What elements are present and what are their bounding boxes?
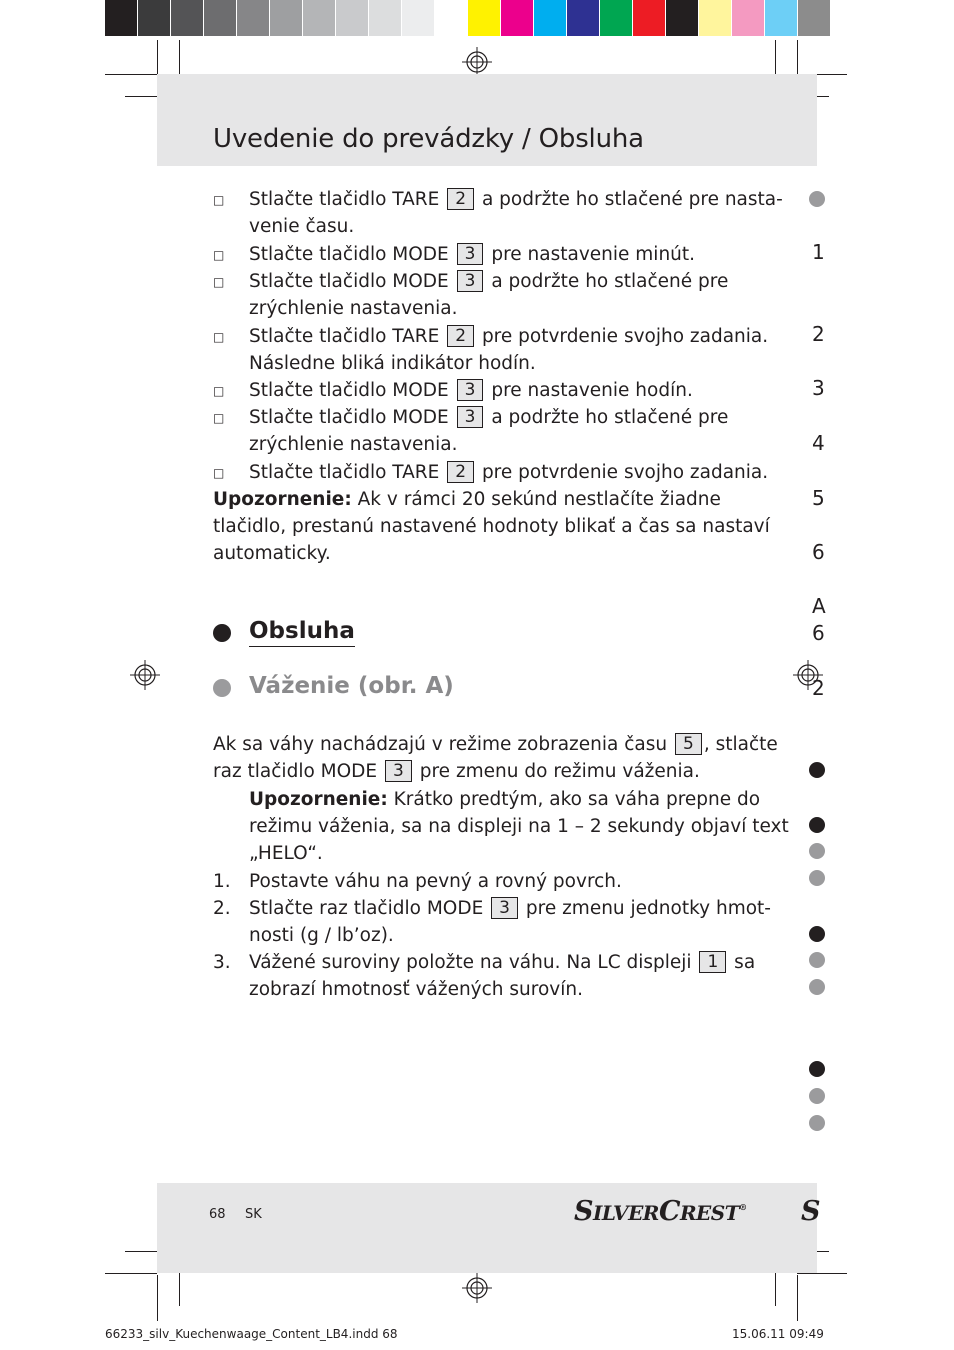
key-number: 2 <box>447 325 474 347</box>
note-text: automaticky. <box>213 543 331 564</box>
adjacent-page-text: A <box>812 594 826 618</box>
key-number: 2 <box>447 461 474 483</box>
step-text: a podržte ho stlačené pre <box>485 271 729 292</box>
crop-mark <box>775 1270 776 1306</box>
step-text: nosti (g / lb’oz). <box>249 925 394 946</box>
adjacent-bullet-icon <box>809 843 825 859</box>
adjacent-bullet-icon <box>809 1061 825 1077</box>
step-text: a podržte ho stlačené pre <box>485 407 729 428</box>
page-title: Uvedenie do prevádzky / Obsluha <box>213 124 644 154</box>
key-number: 3 <box>457 270 484 292</box>
list-number: 2. <box>213 898 231 919</box>
adjacent-bullet-icon <box>809 1115 825 1131</box>
note-label: Upozornenie: <box>213 489 352 510</box>
key-number: 3 <box>385 760 412 782</box>
step-text: sa <box>728 952 756 973</box>
intro-text: Ak sa váhy nachádzajú v režime zobrazenia času <box>213 734 668 755</box>
note-text: Krátko predtým, ako sa váha prepne do <box>393 789 761 810</box>
checkbox-bullet-icon: □ <box>213 248 225 262</box>
intro-text: raz tlačidlo MODE <box>213 761 378 782</box>
step-text: pre potvrdenie svojho zadania. <box>476 326 769 347</box>
note-text: „HELO“. <box>249 843 323 864</box>
adjacent-page-text: 2 <box>812 322 825 346</box>
adjacent-bullet-icon <box>809 979 825 995</box>
intro-text: , stlačte <box>703 734 778 755</box>
crop-mark <box>179 1270 180 1306</box>
step-text: Stlačte tlačidlo MODE <box>249 271 455 292</box>
adjacent-page-text: 4 <box>812 431 825 455</box>
adjacent-bullet-icon <box>809 817 825 833</box>
step-text: Stlačte tlačidlo TARE <box>249 326 446 347</box>
crop-mark <box>157 1275 158 1321</box>
checkbox-bullet-icon: □ <box>213 466 225 480</box>
section-heading: Obsluha <box>249 618 355 647</box>
crop-mark <box>797 1275 798 1321</box>
adjacent-bullet-icon <box>809 762 825 778</box>
key-number: 2 <box>447 188 474 210</box>
crop-mark <box>797 1273 847 1274</box>
step-text: Následne bliká indikátor hodín. <box>249 353 536 374</box>
step-text: pre nastavenie minút. <box>485 244 696 265</box>
key-number: 3 <box>457 379 484 401</box>
adjacent-page-text: 5 <box>812 486 825 510</box>
step-text: Stlačte tlačidlo TARE <box>249 462 446 483</box>
brand-logo <box>574 1196 747 1227</box>
step-text: pre zmenu jednotky hmot- <box>520 898 771 919</box>
adjacent-page-text: 3 <box>812 376 825 400</box>
step-text: Stlačte tlačidlo MODE <box>249 380 455 401</box>
step-text: Stlačte raz tlačidlo MODE <box>249 898 484 919</box>
registration-mark-icon <box>462 1273 492 1303</box>
subsection-heading: Váženie (obr. A) <box>249 673 454 699</box>
step-text: Stlačte tlačidlo MODE <box>249 244 455 265</box>
checkbox-bullet-icon: □ <box>213 275 225 289</box>
adjacent-bullet-icon <box>809 926 825 942</box>
registered-mark: ® <box>739 1202 747 1212</box>
intro-text: pre zmenu do režimu váženia. <box>419 761 700 782</box>
brand-logo-fragment: S <box>801 1196 821 1227</box>
note-label: Upozornenie: <box>249 789 388 810</box>
adjacent-page-text: 1 <box>812 240 825 264</box>
note-text: Ak v rámci 20 sekúnd nestlačíte žiadne <box>357 489 721 510</box>
step-text: Stlačte tlačidlo TARE <box>249 189 446 210</box>
key-number: 3 <box>491 897 518 919</box>
list-number: 3. <box>213 952 231 973</box>
adjacent-page-text: 6 <box>812 621 825 645</box>
crop-mark <box>125 1251 157 1252</box>
brand-letter: C <box>658 1196 680 1227</box>
step-text: zobrazí hmotnosť vážených surovín. <box>249 979 583 1000</box>
checkbox-bullet-icon: □ <box>213 411 225 425</box>
checkbox-bullet-icon: □ <box>213 193 225 207</box>
step-text: Postavte váhu na pevný a rovný povrch. <box>249 871 622 892</box>
checkbox-bullet-icon: □ <box>213 330 225 344</box>
key-number: 1 <box>699 951 726 973</box>
key-number: 3 <box>457 406 484 428</box>
step-text: Vážené suroviny položte na váhu. Na LC displeji <box>249 952 692 973</box>
step-text: Stlačte tlačidlo MODE <box>249 407 455 428</box>
step-text: zrýchlenie nastavenia. <box>249 434 458 455</box>
note-text: tlačidlo, prestanú nastavené hodnoty blikať a čas sa nastaví <box>213 516 770 537</box>
brand-letter: S <box>574 1196 593 1227</box>
brand-letter: ILVER <box>593 1201 659 1225</box>
checkbox-bullet-icon: □ <box>213 384 225 398</box>
language-code: SK <box>245 1207 262 1222</box>
step-text: a podržte ho stlačené pre nasta- <box>476 189 783 210</box>
list-number: 1. <box>213 871 231 892</box>
adjacent-page-text: 6 <box>812 540 825 564</box>
page-number: 68 <box>209 1207 226 1222</box>
date-slug: 15.06.11 09:49 <box>732 1327 824 1341</box>
adjacent-bullet-icon <box>809 870 825 886</box>
file-slug: 66233_silv_Kuechenwaage_Content_LB4.indd 68 <box>105 1327 398 1341</box>
step-text: venie času. <box>249 216 355 237</box>
step-text: zrýchlenie nastavenia. <box>249 298 458 319</box>
crop-mark <box>105 1273 157 1274</box>
brand-letter: REST <box>679 1201 740 1225</box>
adjacent-page-text: 2 <box>812 676 825 700</box>
step-text: pre nastavenie hodín. <box>485 380 693 401</box>
step-text: pre potvrdenie svojho zadania. <box>476 462 769 483</box>
key-number: 5 <box>675 733 702 755</box>
adjacent-bullet-icon <box>809 952 825 968</box>
note-text: režimu váženia, sa na displeji na 1 – 2 sekundy objaví text <box>249 816 789 837</box>
key-number: 3 <box>457 243 484 265</box>
adjacent-bullet-icon <box>809 191 825 207</box>
adjacent-bullet-icon <box>809 1088 825 1104</box>
